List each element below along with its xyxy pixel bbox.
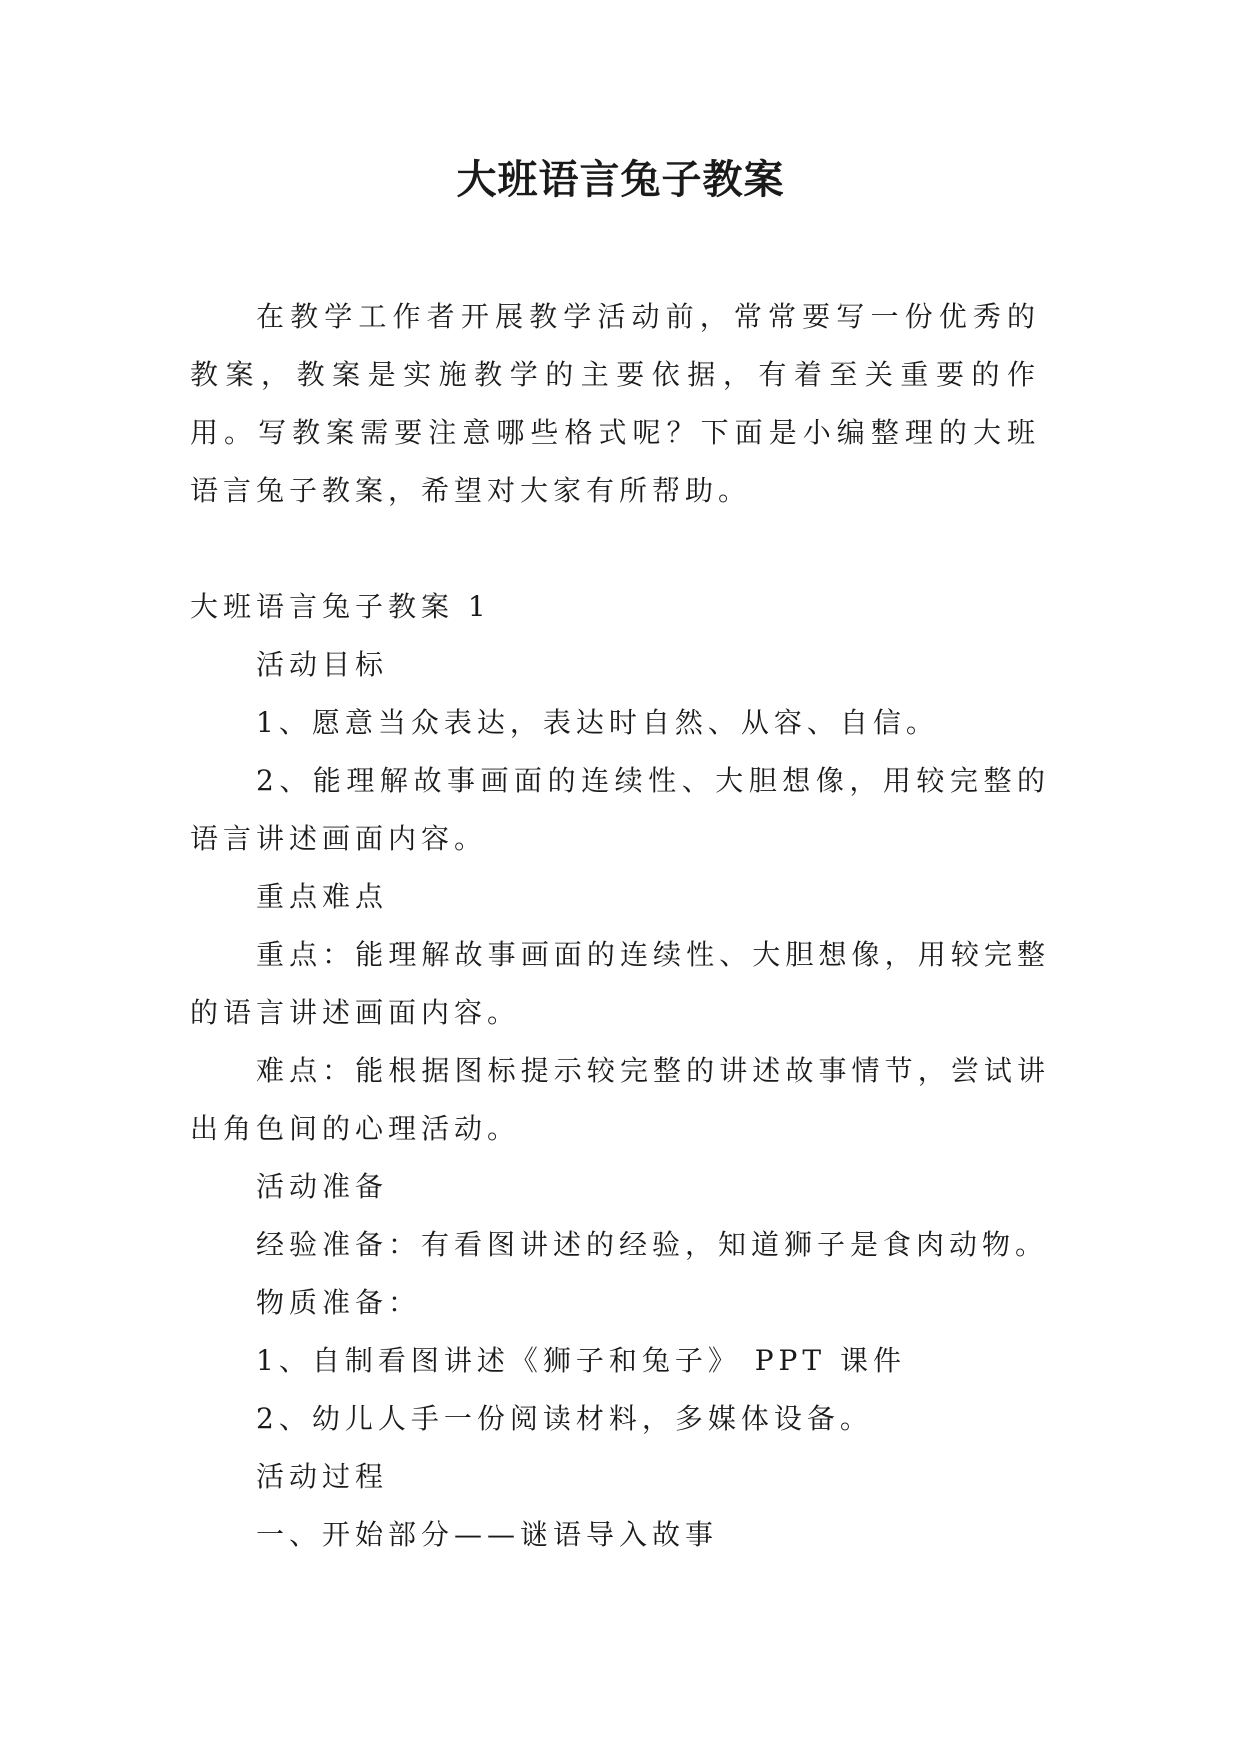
material-preparation: 物质准备：	[256, 1286, 422, 1319]
intro-paragraph: 在教学工作者开展教学活动前，常常要写一份优秀的教案，教案是实施教学的主要依据，有着至关重要的作用。写教案需要注意哪些格式呢？下面是小编整理的大班语言兔子教案，希望对大家有所帮助。	[190, 300, 1040, 507]
difficult-point: 难点：能根据图标提示较完整的讲述故事情节，尝试讲出角色间的心理活动。	[190, 1054, 1050, 1145]
section-heading: 大班语言兔子教案 1	[190, 590, 491, 623]
subheading-key-points: 重点难点	[256, 880, 389, 913]
subheading-activity-goals: 活动目标	[256, 648, 389, 681]
document-title: 大班语言兔子教案	[456, 157, 785, 203]
experience-preparation: 经验准备：有看图讲述的经验，知道狮子是食肉动物。	[256, 1228, 1049, 1261]
goal-item-2: 2、能理解故事画面的连续性、大胆想像，用较完整的语言讲述画面内容。	[190, 764, 1050, 855]
document-body	[190, 578, 1050, 1564]
subheading-process: 活动过程	[256, 1460, 389, 1493]
process-step-1: 一、开始部分——谜语导入故事	[256, 1518, 719, 1551]
material-item-2: 2、幼儿人手一份阅读材料，多媒体设备。	[256, 1402, 873, 1435]
goal-item-1: 1、愿意当众表达，表达时自然、从容、自信。	[256, 706, 939, 739]
key-point: 重点：能理解故事画面的连续性、大胆想像，用较完整的语言讲述画面内容。	[190, 938, 1050, 1029]
subheading-preparation: 活动准备	[256, 1170, 389, 1203]
material-item-1: 1、自制看图讲述《狮子和兔子》 PPT 课件	[256, 1344, 906, 1377]
